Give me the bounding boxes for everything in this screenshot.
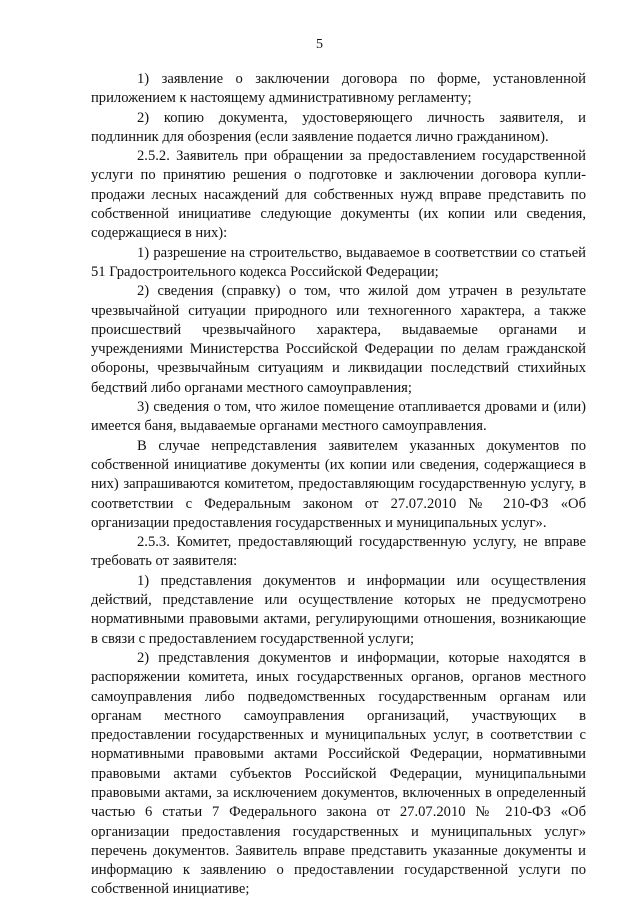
paragraph-item-1-application: 1) заявление о заключении договора по форме, установленной приложением к настоящему административному регламенту; [91,71,586,107]
paragraph-item-3-heating-info: 3) сведения о том, что жилое помещение отапливается дровами и (или) имеется баня, выдаваемые органами местного самоуправления. [91,399,586,435]
paragraph-section-2-5-2: 2.5.2. Заявитель при обращении за предоставлением государственной услуги по принятию решения о подготовке и заключении договора купли-продажи лесных насаждений для собственных нужд вправе представить по собственной инициативе следующие документы (их копии или сведения, содержащиеся в них): [91,148,586,242]
paragraph-item-1-not-required-documents: 1) представления документов и информации или осуществления действий, представление или осуществление которых не предусмотрено нормативными правовыми актами, регулирующими отношения, возникающие в связи с предоставлением государственной услуги; [91,572,586,647]
paragraph-item-2-emergency-certificate: 2) сведения (справку) о том, что жилой дом утрачен в результате чрезвычайной ситуации природного или техногенного характера, а также происшествий чрезвычайного характера, выдаваемые органами и учреждениями Министерства Российской Федерации по делам гражданской обороны, чрезвычайным ситуациям и ликвидации последствий стихийных бедствий либо органами местного самоуправления; [91,283,586,396]
paragraph-item-2-identity-document: 2) копию документа, удостоверяющего личность заявителя, и подлинник для обозрения (если заявление подается лично гражданином). [91,109,586,145]
page-number: 5 [316,37,323,52]
paragraph-non-submission: В случае непредставления заявителем указанных документов по собственной инициативе документы (их копии или сведения, содержащиеся в них) запрашиваются комитетом, предоставляющим государственную услугу, в соответствии с Федеральным законом от 27.07.2010 № 210-ФЗ «Об организации предоставления государственных и муниципальных услуг». [91,437,586,531]
paragraph-section-2-5-3: 2.5.3. Комитет, предоставляющий государственную услугу, не вправе требовать от заявителя: [91,534,586,570]
paragraph-item-1-building-permit: 1) разрешение на строительство, выдаваемое в соответствии со статьей 51 Градостроительного кодекса Российской Федерации; [91,244,586,280]
paragraph-item-2-documents-in-possession: 2) представления документов и информации, которые находятся в распоряжении комитета, иных государственных органов, органов местного самоуправления либо подведомственных государственным органам или органам местного самоуправления организаций, участвующих в предоставлении государственных и муниципальных услуг, в соответствии с нормативными правовыми актами Российской Федерации, нормативными правовыми актами субъектов Российской Федерации, муниципальными правовыми актами, за исключением документов, включенных в определенный частью 6 статьи 7 Федерального закона от 27.07.2010 № 210-ФЗ «Об организации предоставления государственных и муниципальных услуг» перечень документов. Заявитель вправе представить указанные документы и информацию к заявлению о предоставлении государственной услуги по собственной инициативе; [91,649,586,898]
document-body [91,70,586,900]
